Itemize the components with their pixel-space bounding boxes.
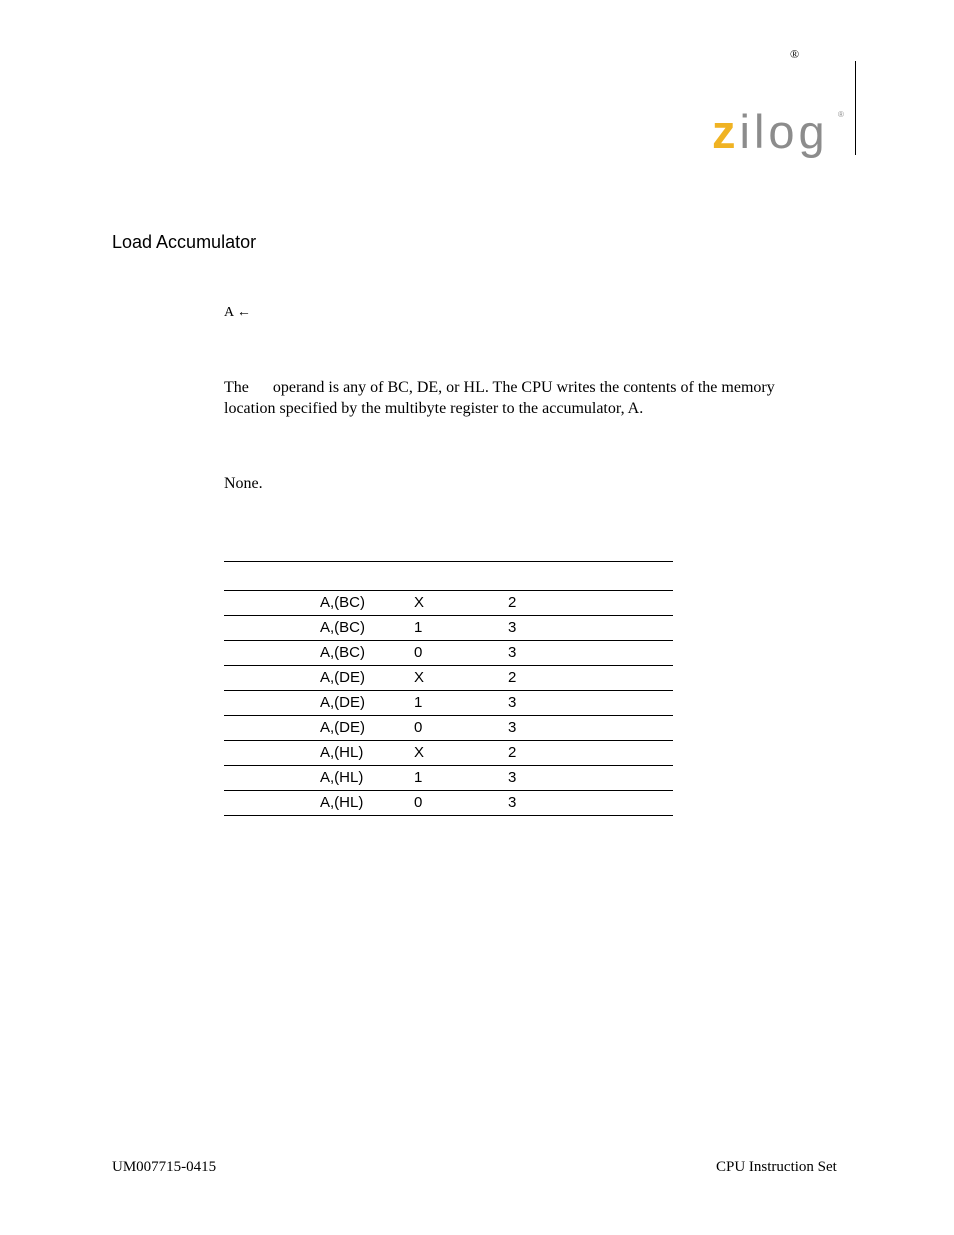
- description-line-1: The operand is any of BC, DE, or HL. The CPU writes the contents of the memory: [224, 379, 775, 396]
- cycles-cell: 2: [508, 594, 517, 611]
- flags-text: None.: [224, 475, 263, 492]
- logo-rest: ilog: [739, 105, 829, 158]
- operand-cell: A,(DE): [320, 669, 365, 686]
- adl-cell: 1: [414, 694, 423, 711]
- operand-cell: A,(DE): [320, 694, 365, 711]
- table-row: [224, 641, 673, 666]
- cycles-cell: 2: [508, 744, 517, 761]
- adl-cell: X: [414, 669, 425, 686]
- adl-cell: X: [414, 594, 425, 611]
- operand-cell: A,(HL): [320, 769, 364, 786]
- adl-cell: 1: [414, 619, 423, 636]
- table-row: [224, 716, 673, 741]
- adl-cell: 0: [414, 794, 423, 811]
- footer-section: CPU Instruction Set: [716, 1159, 837, 1175]
- table-row: [224, 791, 673, 816]
- table-row: [224, 591, 673, 616]
- instruction-table: [224, 561, 673, 816]
- operation-text: A ←: [224, 305, 251, 320]
- registered-mark: ®: [790, 47, 800, 61]
- cycles-cell: 3: [508, 719, 517, 736]
- operand-cell: A,(BC): [320, 644, 365, 661]
- operand-cell: A,(BC): [320, 594, 365, 611]
- table-header: [224, 562, 673, 591]
- cycles-cell: 2: [508, 669, 517, 686]
- description-line-2: location specified by the multibyte register to the accumulator, A.: [224, 400, 644, 417]
- operand-cell: A,(HL): [320, 744, 364, 761]
- table-row: [224, 766, 673, 791]
- table-row: [224, 616, 673, 641]
- table-row: [224, 691, 673, 716]
- operand-cell: A,(BC): [320, 619, 365, 636]
- operand-cell: A,(HL): [320, 794, 364, 811]
- adl-cell: X: [414, 744, 425, 761]
- operand-cell: A,(DE): [320, 719, 365, 736]
- adl-cell: 1: [414, 769, 423, 786]
- cycles-cell: 3: [508, 769, 517, 786]
- cycles-cell: 3: [508, 644, 517, 661]
- logo-registered-mark: ®: [838, 110, 844, 119]
- table-body: [224, 591, 673, 816]
- zilog-logo: [712, 104, 848, 160]
- footer-doc-id: UM007715-0415: [112, 1159, 217, 1175]
- header-divider: [855, 61, 856, 155]
- adl-cell: 0: [414, 719, 423, 736]
- cycles-cell: 3: [508, 619, 517, 636]
- cycles-cell: 3: [508, 694, 517, 711]
- page-heading: Load Accumulator: [112, 232, 257, 252]
- logo-z: z: [712, 105, 740, 158]
- cycles-cell: 3: [508, 794, 517, 811]
- adl-cell: 0: [414, 644, 423, 661]
- table-row: [224, 741, 673, 766]
- table-row: [224, 666, 673, 691]
